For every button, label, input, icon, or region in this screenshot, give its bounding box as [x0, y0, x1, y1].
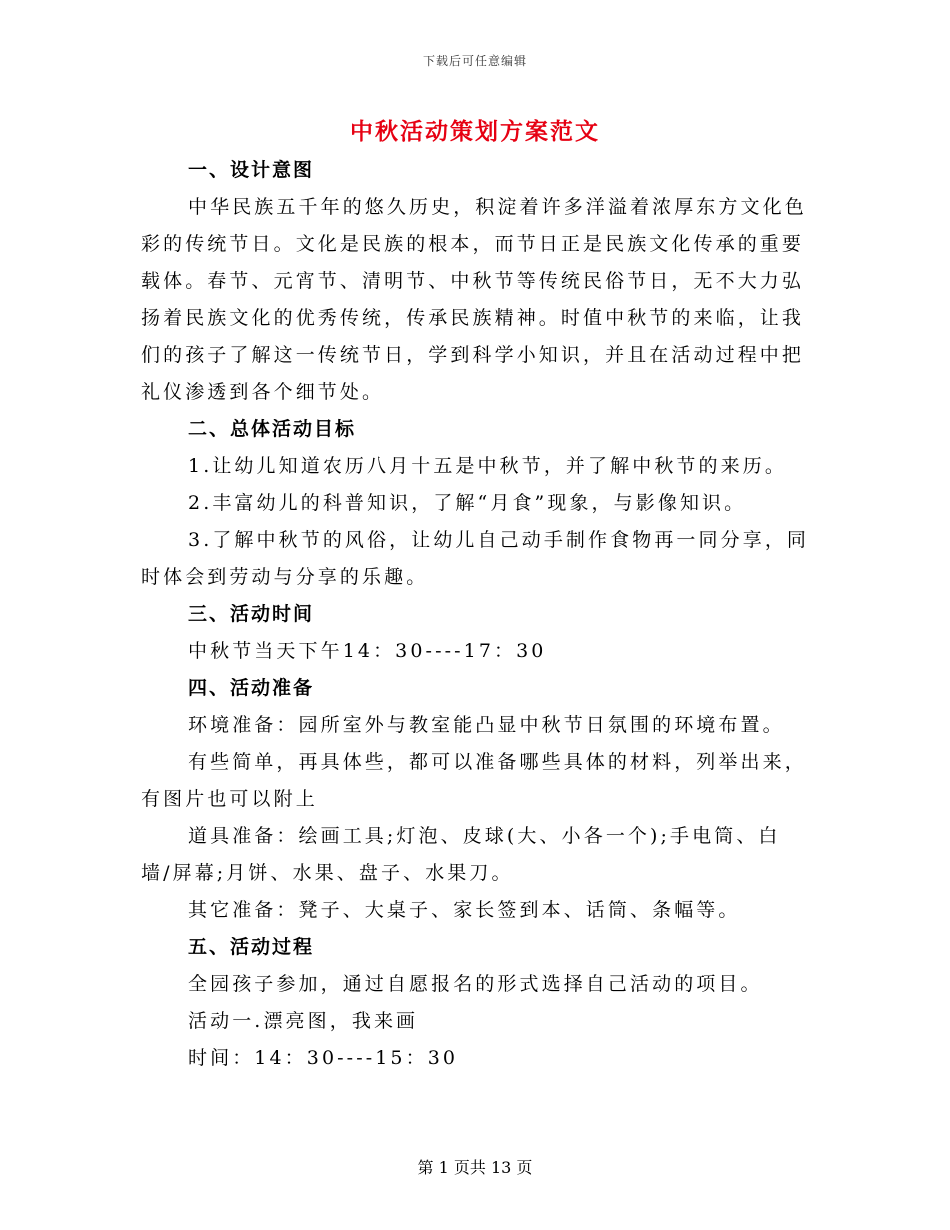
paragraph: 全园孩子参加，通过自愿报名的形式选择自己活动的项目。 [188, 973, 763, 995]
page-header: 下载后可任意编辑 [422, 54, 527, 68]
section-heading-overall-goals: 二、总体活动目标 [188, 418, 357, 440]
document-title: 中秋活动策划方案范文 [350, 118, 600, 145]
section-heading-activity-time: 三、活动时间 [188, 603, 315, 625]
section-heading-activity-process: 五、活动过程 [188, 936, 315, 958]
goal-item: 3.了解中秋节的风俗，让幼儿自己动手制作食物再一同分享，同时体会到劳动与分享的乐趣。 [141, 529, 810, 588]
document-body [141, 152, 811, 1077]
paragraph: 环境准备：园所室外与教室能凸显中秋节日氛围的环境布置。 [188, 714, 785, 736]
section-heading-design-intent: 一、设计意图 [188, 159, 315, 181]
paragraph: 时间：14：30----15：30 [188, 1047, 459, 1069]
paragraph: 有些简单，再具体些，都可以准备哪些具体的材料，列举出来，有图片也可以附上 [141, 751, 807, 810]
paragraph: 其它准备：凳子、大桌子、家长签到本、话筒、条幅等。 [188, 899, 741, 921]
paragraph: 道具准备：绘画工具;灯泡、皮球(大、小各一个);手电筒、白墙/屏幕;月饼、水果、盘子、水果刀。 [141, 825, 781, 884]
paragraph: 中秋节当天下午14：30----17：30 [188, 640, 547, 662]
page-number: 第 1 页共 13 页 [417, 1158, 533, 1177]
paragraph: 中华民族五千年的悠久历史，积淀着许多洋溢着浓厚东方文化色彩的传统节日。文化是民族的根本，而节日正是民族文化传承的重要载体。春节、元宵节、清明节、中秋节等传统民俗节日，无不大力弘扬着民族文化的优秀传统，传承民族精神。时值中秋节的来临，让我们的孩子了解这一传统节日，学到科学小知识，并且在活动过程中把礼仪渗透到各个细节处。 [141, 196, 807, 403]
paragraph: 活动一.漂亮图，我来画 [188, 1010, 419, 1032]
goal-item: 1.让幼儿知道农历八月十五是中秋节，并了解中秋节的来历。 [188, 455, 787, 477]
goal-item: 2.丰富幼儿的科普知识，了解“月食”现象，与影像知识。 [188, 492, 747, 514]
section-heading-preparation: 四、活动准备 [188, 677, 315, 699]
